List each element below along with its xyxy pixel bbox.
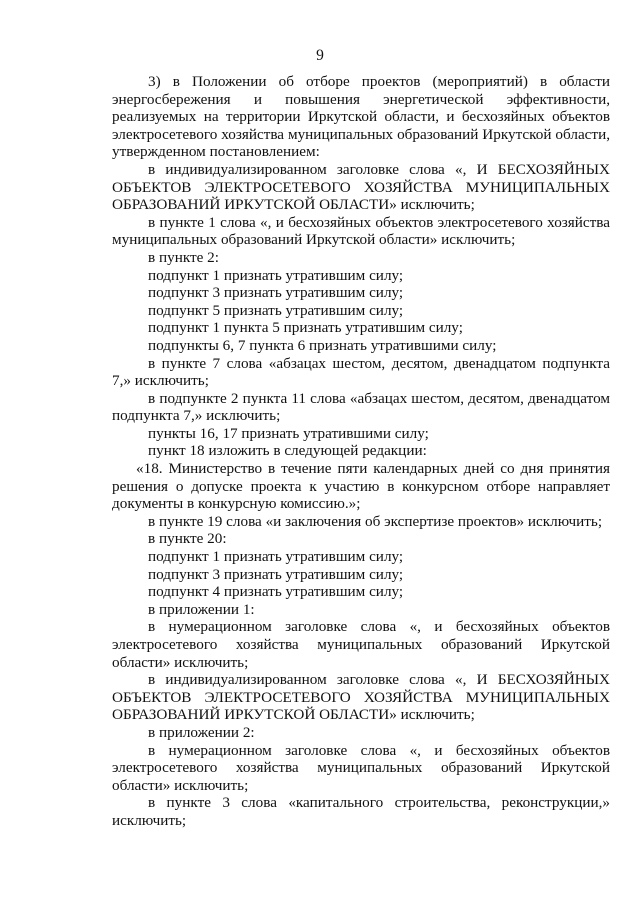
- paragraph-5: подпункт 1 признать утратившим силу;: [148, 266, 404, 284]
- paragraph-21: в нумерационном заголовке слова «, и бесхозяйных объектов электросетевого хозяйства муниципальных образований Иркутской области» исключить;: [112, 618, 610, 671]
- paragraph-16: в пункте 20:: [148, 530, 227, 548]
- paragraph-10: в пункте 7 слова «абзацах шестом, десятом, двенадцатом подпункта 7,» исключить;: [112, 354, 610, 390]
- paragraph-18: подпункт 3 признать утратившим силу;: [148, 565, 404, 583]
- paragraph-11: в подпункте 2 пункта 11 слова «абзацах шестом, десятом, двенадцатом подпункта 7,» исключить;: [112, 389, 610, 425]
- paragraph-22: в индивидуализированном заголовке слова «, И БЕСХОЗЯЙНЫХ ОБЪЕКТОВ ЭЛЕКТРОСЕТЕВОГО ХОЗЯЙСТВА МУНИЦИПАЛЬНЫХ ОБРАЗОВАНИЙ ИРКУТСКОЙ ОБЛАСТИ» исключить;: [112, 671, 610, 724]
- paragraph-14: «18. Министерство в течение пяти календарных дней со дня принятия решения о допуске проекта к участию в конкурсном отборе направляет документы в конкурсную комиссию.»;: [112, 460, 610, 513]
- paragraph-3: в пункте 1 слова «, и бесхозяйных объектов электросетевого хозяйства муниципальных образований Иркутской области» исключить;: [112, 213, 610, 249]
- page-number: 9: [316, 47, 324, 64]
- paragraph-1: 3) в Положении об отборе проектов (мероприятий) в области энергосбережения и повышения энергетической эффективности, реализуемых на территории Иркутской области, и бесхозяйных объектов электросетевого хозяйства муниципальных образований Иркутской области, утвержденном постановлением:: [112, 73, 610, 161]
- paragraph-19: подпункт 4 признать утратившим силу;: [148, 583, 404, 601]
- document-body: [112, 73, 610, 830]
- paragraph-25: в пункте 3 слова «капитального строительства, реконструкции,» исключить;: [112, 794, 610, 829]
- paragraph-15: в пункте 19 слова «и заключения об экспертизе проектов» исключить;: [148, 512, 603, 530]
- paragraph-7: подпункт 5 признать утратившим силу;: [148, 301, 404, 319]
- paragraph-17: подпункт 1 признать утратившим силу;: [148, 548, 404, 566]
- paragraph-8: подпункт 1 пункта 5 признать утратившим силу;: [148, 319, 463, 337]
- paragraph-6: подпункт 3 признать утратившим силу;: [148, 284, 404, 302]
- paragraph-23: в приложении 2:: [148, 723, 255, 741]
- paragraph-24: в нумерационном заголовке слова «, и бесхозяйных объектов электросетевого хозяйства муниципальных образований Иркутской области» исключить;: [112, 741, 610, 794]
- paragraph-20: в приложении 1:: [148, 600, 255, 618]
- paragraph-13: пункт 18 изложить в следующей редакции:: [148, 442, 427, 460]
- paragraph-9: подпункты 6, 7 пункта 6 признать утратившими силу;: [148, 336, 497, 354]
- paragraph-12: пункты 16, 17 признать утратившими силу;: [148, 424, 429, 442]
- paragraph-2: в индивидуализированном заголовке слова «, И БЕСХОЗЯЙНЫХ ОБЪЕКТОВ ЭЛЕКТРОСЕТЕВОГО ХОЗЯЙСТВА МУНИЦИПАЛЬНЫХ ОБРАЗОВАНИЙ ИРКУТСКОЙ ОБЛАСТИ» исключить;: [112, 160, 610, 214]
- paragraph-4: в пункте 2:: [148, 248, 219, 266]
